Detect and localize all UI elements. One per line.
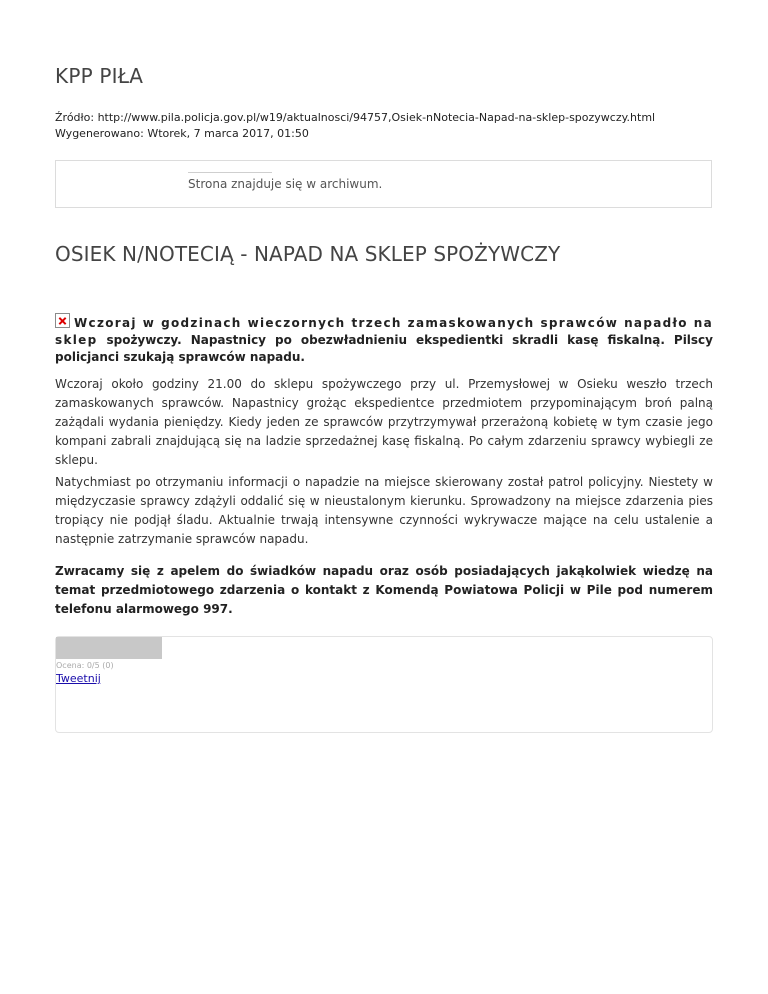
source-line: Źródło: http://www.pila.policja.gov.pl/w19/aktualnosci/94757,Osiek-nNotecia-Napad-na-sklep-spozywczy.html [55,111,656,124]
rating-bar[interactable] [56,637,162,659]
lead-first-line: Wczoraj w godzinach wieczornych trzech zamaskowanych sprawców napadło na sklep [55,316,713,347]
article-appeal: Zwracamy się z apelem do świadków napadu oraz osób posiadających jakąkolwiek wiedzę na temat przedmiotowego zdarzenia o kontakt z Komendą Powiatowa Policji w Pile pod numerem telefonu alarmowego 997. [55,564,713,616]
rating-text: Ocena: 0/5 (0) [56,661,114,670]
site-title: KPP PIŁA [55,64,144,88]
broken-image-icon [55,313,70,328]
article-paragraph-1: Wczoraj około godziny 21.00 do sklepu spożywczego przy ul. Przemysłowej w Osieku weszło trzech zamaskowanych sprawców. Napastnicy grożąc ekspedientce przedmiotem przypominającym broń palną zażądali wydania pieniędzy. Kiedy jeden ze sprawców przytrzymywał przerażoną kobietę w tym czasie jego kompani zabrali znajdującą się na ladzie sprzedażnej kasę fiskalną. Po całym zdarzeniu sprawcy wybiegli ze sklepu. [55,377,713,467]
lead-rest: spożywczy. Napastnicy po obezwładnieniu ekspedientki skradli kasę fiskalną. Pilscy policjanci szukają sprawców napadu. [55,333,713,364]
archive-divider [188,172,272,173]
archive-notice: Strona znajduje się w archiwum. [188,177,383,191]
article-paragraph-2: Natychmiast po otrzymaniu informacji o napadzie na miejsce skierowany został patrol policyjny. Niestety w międzyczasie sprawcy zdążyli oddalić się w nieustalonym kierunku. Sprowadzony na miejsce zdarzenia pies tropiący nie podjął śladu. Aktualnie trwają intensywne czynności wykrywacze mające na celu ustalenie a następnie zatrzymanie sprawców napadu. [55,475,713,546]
document-meta [55,110,655,142]
article-lead [55,313,713,366]
tweet-link[interactable]: Tweetnij [56,672,101,685]
archive-notice-box [55,160,712,208]
article-title: OSIEK N/NOTECIĄ - NAPAD NA SKLEP SPOŻYWCZY [55,242,561,266]
rating-box [55,636,713,733]
generated-line: Wygenerowano: Wtorek, 7 marca 2017, 01:50 [55,127,309,140]
